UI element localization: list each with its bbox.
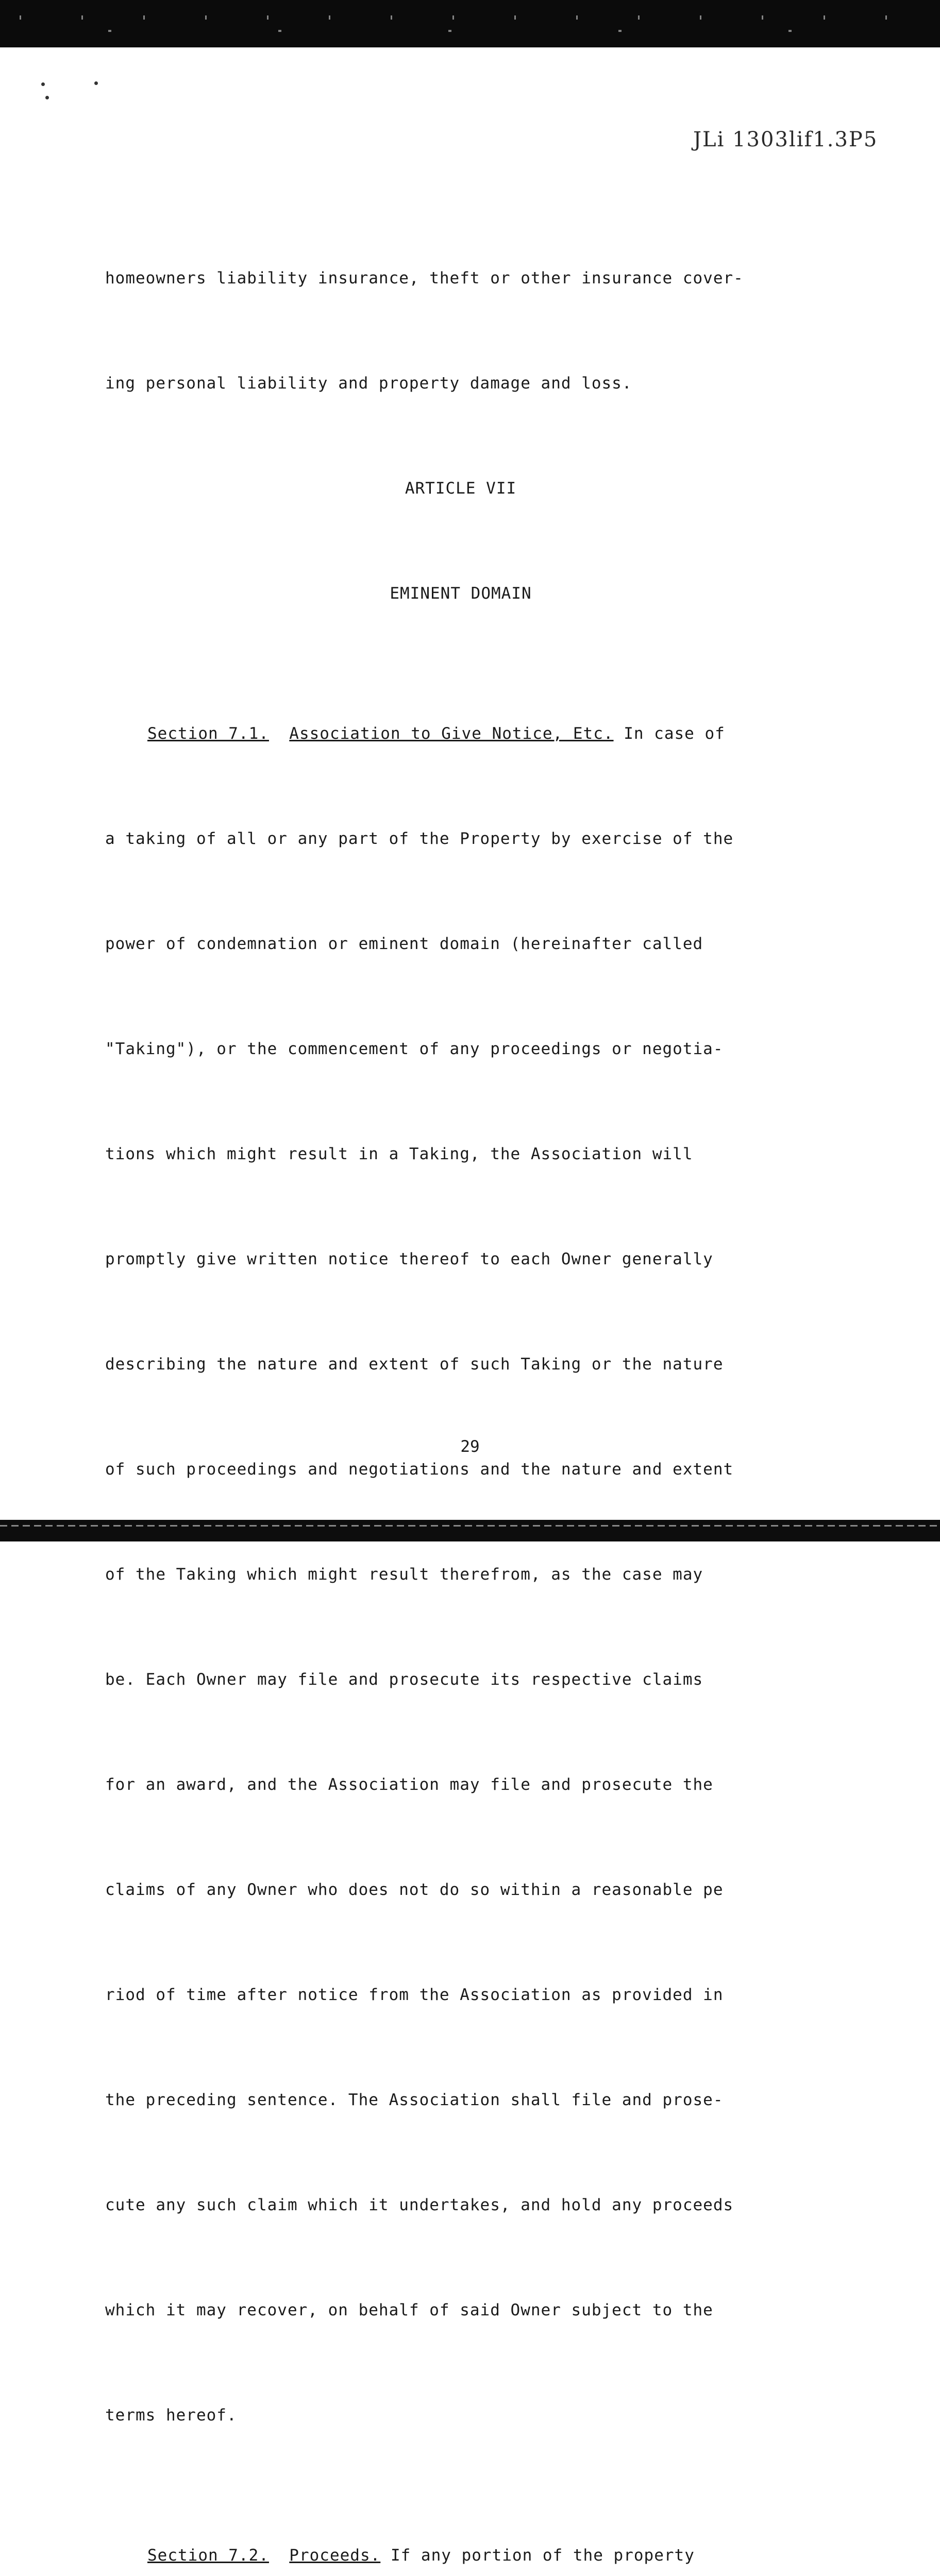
scan-border-top xyxy=(0,0,940,47)
article-heading: ARTICLE VII xyxy=(405,479,517,498)
scan-speck xyxy=(45,96,49,99)
page-number: 29 xyxy=(460,1437,480,1456)
body-line: riod of time after notice from the Association as provided in xyxy=(105,1986,724,2004)
scan-border-bottom xyxy=(0,1520,940,1541)
section-label: Section 7.2. xyxy=(147,2546,269,2565)
body-line: promptly give written notice thereof to each Owner generally xyxy=(105,1250,713,1268)
body-line: a taking of all or any part of the Property by exercise of the xyxy=(105,829,734,848)
body-line: power of condemnation or eminent domain (hereinafter called xyxy=(105,935,703,953)
section-first-line: If any portion of the property xyxy=(380,2546,695,2565)
body-line: for an award, and the Association may file and prosecute the xyxy=(105,1775,713,1794)
body-line: the preceding sentence. The Association shall file and prose- xyxy=(105,2091,724,2109)
section-first-line: In case of xyxy=(613,724,725,743)
body-line: which it may recover, on behalf of said Owner subject to the xyxy=(105,2301,713,2319)
body-line: homeowners liability insurance, theft or other insurance cover- xyxy=(105,269,744,287)
scan-speck xyxy=(94,81,98,85)
body-line: "Taking"), or the commencement of any proceedings or negotia- xyxy=(105,1040,724,1058)
section-title: Association to Give Notice, Etc. xyxy=(289,724,614,743)
body-line: of such proceedings and negotiations and the nature and extent xyxy=(105,1460,734,1479)
body-line: be. Each Owner may file and prosecute its respective claims xyxy=(105,1670,703,1689)
body-line: terms hereof. xyxy=(105,2406,237,2425)
document-body xyxy=(105,191,816,2576)
body-line: of the Taking which might result therefrom, as the case may xyxy=(105,1565,703,1584)
body-line: describing the nature and extent of such Taking or the nature xyxy=(105,1355,724,1374)
section-heading xyxy=(105,716,816,751)
section-label: Section 7.1. xyxy=(147,724,269,743)
body-line: ing personal liability and property damage and loss. xyxy=(105,374,632,393)
article-title: EMINENT DOMAIN xyxy=(390,584,532,603)
scan-noise xyxy=(0,30,940,32)
section-heading xyxy=(105,2538,816,2573)
scan-noise xyxy=(0,15,940,20)
body-line: claims of any Owner who does not do so within a reasonable pe xyxy=(105,1880,724,1899)
body-line: tions which might result in a Taking, the Association will xyxy=(105,1145,693,1163)
scan-noise xyxy=(0,1525,940,1527)
recording-stamp: JLi 1303lif1.3P5 xyxy=(693,128,878,151)
section-title: Proceeds. xyxy=(289,2546,381,2565)
scan-speck xyxy=(41,82,45,86)
body-line: cute any such claim which it undertakes, and hold any proceeds xyxy=(105,2196,734,2214)
